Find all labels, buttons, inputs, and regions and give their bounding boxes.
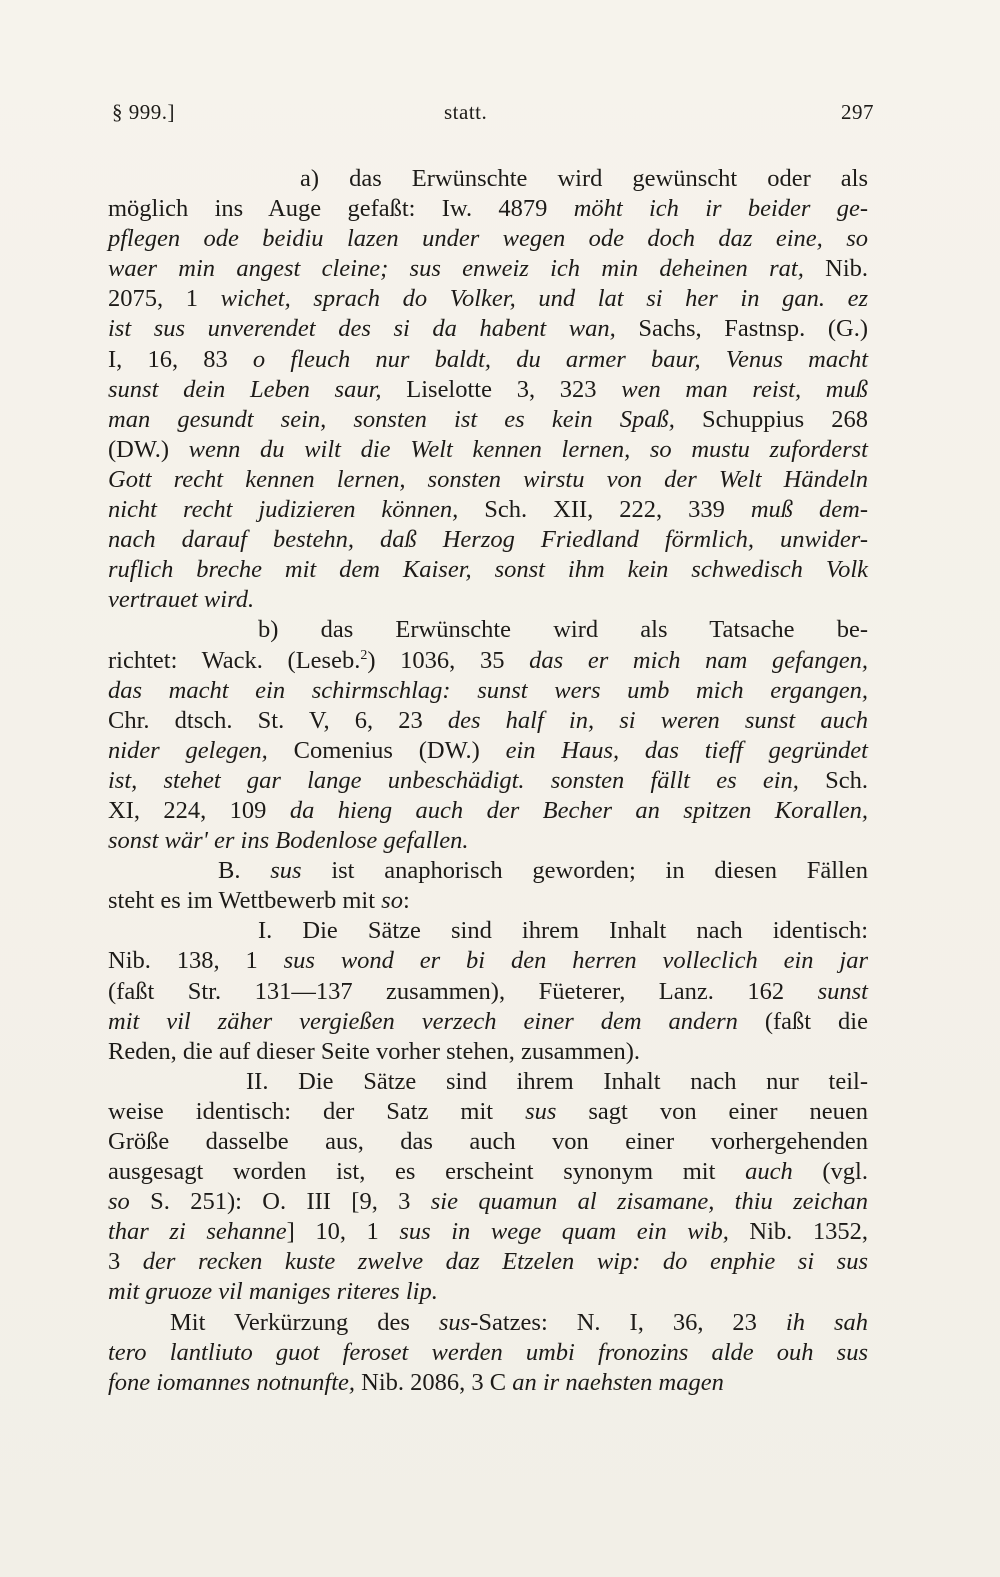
- italic-quotation: ruflich breche mit dem Kaiser, sonst ihm kein schwedisch Volk: [108, 556, 868, 584]
- text-line: [108, 1067, 868, 1097]
- section-reference: § 999.]: [112, 100, 175, 124]
- text-line: [108, 886, 868, 916]
- italic-quotation: wen man reist, muß: [621, 375, 869, 403]
- italic-quotation: an ir naehsten magen: [512, 1368, 724, 1396]
- italic-quotation: mit gruoze vil maniges riteres lip.: [108, 1278, 438, 1306]
- text-segment: Chr. dtsch. St. V, 6, 23: [108, 706, 448, 734]
- italic-quotation: nach darauf bestehn, daß Herzog Friedland förmlich, unwider-: [108, 526, 868, 554]
- text-segment: (DW.): [108, 435, 189, 463]
- text-line: [108, 826, 868, 856]
- italic-quotation: nicht recht judizieren können,: [108, 496, 459, 524]
- text-segment: Reden, die auf dieser Seite vorher stehen, zusammen).: [108, 1037, 641, 1065]
- italic-quotation: sie quamun al zisamane, thiu zeichan: [430, 1188, 868, 1216]
- text-line: [108, 1007, 868, 1037]
- text-segment: ] 10, 1: [286, 1218, 400, 1246]
- text-segment: Nib. 2086, 3 C: [355, 1368, 513, 1396]
- text-segment: Größe dasselbe aus, das auch von einer vorhergehenden: [108, 1128, 868, 1155]
- text-segment: Sachs, Fastnsp. (G.): [615, 315, 868, 343]
- text-line: [108, 164, 868, 194]
- italic-quotation: sonst wär' er ins Bodenlose gefallen.: [108, 827, 469, 855]
- text-segment: B.: [218, 857, 271, 885]
- text-line: [108, 646, 868, 676]
- italic-quotation: da hieng auch der Becher an spitzen Korallen,: [289, 796, 868, 824]
- text-line: [108, 375, 868, 405]
- text-segment: sagt von einer neuen: [556, 1097, 868, 1125]
- text-segment: Schuppius 268: [674, 405, 868, 433]
- italic-quotation: ih sah: [785, 1308, 868, 1336]
- text-segment: ) 1036, 35: [367, 646, 530, 674]
- superscript: 2: [360, 647, 368, 663]
- italic-quotation: nider gelegen,: [108, 736, 268, 764]
- text-segment: Comenius (DW.): [267, 736, 506, 764]
- text-segment: (faßt die: [737, 1007, 868, 1035]
- text-line: [108, 405, 868, 435]
- italic-quotation: möht ich ir beider ge-: [573, 195, 868, 223]
- text-line: [108, 1277, 868, 1307]
- text-line: [108, 946, 868, 976]
- text-line: [108, 796, 868, 826]
- text-segment: 3: [108, 1248, 143, 1276]
- text-segment: Nib. 1352,: [728, 1218, 868, 1246]
- text-line: [108, 977, 868, 1007]
- italic-quotation: der recken kuste zwelve daz Etzelen wip: do enphie si sus: [142, 1248, 868, 1276]
- text-line: [108, 736, 868, 766]
- text-segment: (faßt Str. 131—137 zusammen), Füeterer, Lanz. 162: [108, 977, 818, 1005]
- italic-quotation: das er mich nam gefangen,: [529, 646, 868, 674]
- text-segment: weise identisch: der Satz mit: [108, 1097, 526, 1125]
- text-line: [108, 1037, 868, 1067]
- italic-quotation: fone iomannes notnunfte,: [108, 1368, 356, 1396]
- italic-quotation: auch: [745, 1158, 793, 1186]
- text-line: [108, 254, 868, 284]
- text-segment: :: [402, 887, 410, 915]
- text-line: [108, 495, 868, 525]
- text-segment: steht es im Wettbewerb mit: [108, 887, 382, 915]
- text-line: [108, 1217, 868, 1247]
- body-text: [108, 164, 868, 1398]
- text-line: [108, 1368, 868, 1398]
- text-segment: I. Die Sätze sind ihrem Inhalt nach identisch:: [258, 917, 868, 945]
- text-segment: II. Die Sätze sind ihrem Inhalt nach nur teil-: [246, 1067, 868, 1095]
- italic-quotation: waer min angest cleine; sus enweiz ich min deheinen rat,: [108, 255, 804, 283]
- text-line: [108, 585, 868, 615]
- text-segment: möglich ins Auge gefaßt: Iw. 4879: [108, 195, 574, 223]
- italic-quotation: sus: [438, 1308, 471, 1336]
- text-line: [108, 465, 868, 495]
- text-segment: a) das Erwünschte wird gewünscht oder als: [300, 165, 868, 192]
- page-number: 297: [841, 100, 874, 124]
- italic-quotation: vertrauet wird.: [108, 586, 255, 614]
- text-line: [108, 435, 868, 465]
- italic-quotation: sus: [525, 1097, 557, 1125]
- italic-quotation: sus in wege quam ein wib,: [399, 1218, 729, 1246]
- italic-quotation: sus wond er bi den herren volleclich ein jar: [283, 947, 869, 975]
- text-line: [108, 284, 868, 314]
- running-title: statt.: [444, 100, 488, 124]
- text-segment: richtet: Wack. (Leseb.: [108, 646, 361, 674]
- italic-quotation: ist, stehet gar lange unbeschädigt. sonsten fällt es ein,: [108, 766, 799, 794]
- italic-quotation: so: [381, 887, 403, 915]
- text-line: [108, 766, 868, 796]
- text-segment: ist anaphorisch geworden; in diesen Fällen: [301, 857, 868, 885]
- text-line: [108, 314, 868, 344]
- italic-quotation: so: [108, 1188, 130, 1216]
- italic-quotation: thar zi sehanne: [108, 1218, 287, 1246]
- text-segment: (vgl.: [792, 1158, 868, 1186]
- italic-quotation: tero lantliuto guot feroset werden umbi fronozins alde ouh sus: [108, 1338, 868, 1366]
- italic-quotation: mit vil zäher vergießen verzech einer dem andern: [108, 1007, 738, 1035]
- text-line: [108, 1127, 868, 1157]
- page-header: [112, 100, 874, 130]
- italic-quotation: des half in, si weren sunst auch: [447, 706, 868, 734]
- text-segment: Sch.: [798, 766, 869, 794]
- text-line: [108, 676, 868, 706]
- text-segment: XI, 224, 109: [108, 796, 290, 824]
- text-segment: Sch. XII, 222, 339: [458, 496, 751, 524]
- text-segment: -Satzes: N. I, 36, 23: [470, 1308, 786, 1336]
- italic-quotation: das macht ein schirmschlag: sunst wers umb mich ergangen,: [108, 676, 868, 704]
- text-segment: ausgesagt worden ist, es erscheint synonym mit: [108, 1158, 746, 1186]
- italic-quotation: muß dem-: [750, 496, 869, 524]
- text-line: [108, 1247, 868, 1277]
- italic-quotation: Gott recht kennen lernen, sonsten wirstu von der Welt Händeln: [108, 465, 868, 493]
- italic-quotation: sunst dein Leben saur,: [108, 375, 382, 403]
- text-line: [108, 1097, 868, 1127]
- italic-quotation: man gesundt sein, sonsten ist es kein Spaß,: [108, 405, 675, 433]
- italic-quotation: sunst: [817, 977, 868, 1005]
- text-segment: Nib. 138, 1: [108, 947, 284, 975]
- italic-quotation: pflegen ode beidiu lazen under wegen ode doch daz eine, so: [108, 225, 868, 253]
- text-segment: Liselotte 3, 323: [381, 375, 622, 403]
- text-line: [108, 615, 868, 645]
- italic-quotation: wenn du wilt die Welt kennen lernen, so mustu zuforderst: [188, 435, 868, 463]
- text-segment: b) das Erwünschte wird als Tatsache be-: [258, 616, 868, 644]
- text-line: [108, 194, 868, 224]
- italic-quotation: sus: [270, 857, 302, 885]
- text-line: [108, 1338, 868, 1368]
- italic-quotation: o fleuch nur baldt, du armer baur, Venus macht: [252, 345, 868, 373]
- text-line: [108, 856, 868, 886]
- italic-quotation: wichet, sprach do Volker, und lat si her in gan. ez: [220, 285, 868, 313]
- text-line: [108, 555, 868, 585]
- text-segment: Nib.: [803, 255, 868, 283]
- text-line: [108, 224, 868, 254]
- text-line: [108, 525, 868, 555]
- text-line: [108, 1157, 868, 1187]
- italic-quotation: ist sus unverendet des si da habent wan,: [108, 315, 616, 343]
- italic-quotation: ein Haus, das tieff gegründet: [505, 736, 868, 764]
- text-segment: Mit Verkürzung des: [170, 1308, 439, 1336]
- text-line: [108, 345, 868, 375]
- text-line: [108, 1187, 868, 1217]
- text-segment: 2075, 1: [108, 285, 221, 313]
- text-segment: S. 251): O. III [9, 3: [129, 1188, 431, 1216]
- text-line: [108, 1308, 868, 1338]
- text-line: [108, 706, 868, 736]
- text-segment: I, 16, 83: [108, 345, 253, 373]
- text-line: [108, 916, 868, 946]
